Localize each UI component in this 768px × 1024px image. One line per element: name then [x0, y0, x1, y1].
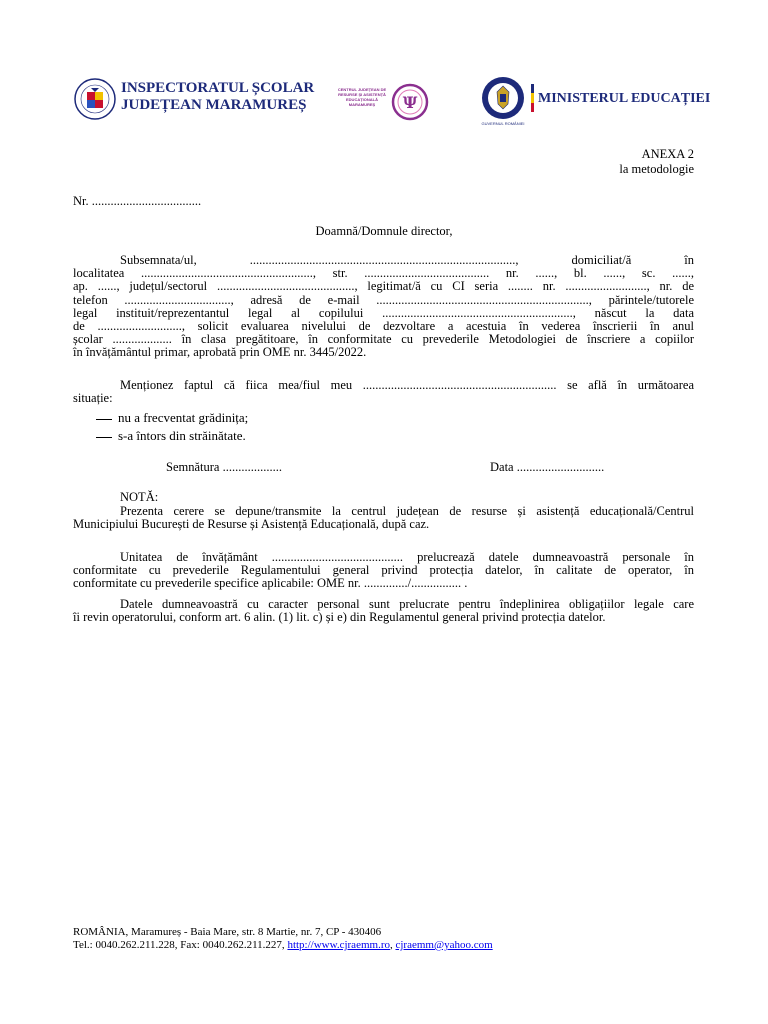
ministry-seal-text: GUVERNUL ROMÂNIEI	[481, 121, 525, 126]
note-title: NOTĂ:	[120, 490, 159, 504]
gdpr-line: îi revin operatorului, conform art. 6 alin. (1) lit. c) și e) din Regulamentul general privind protecția datelor.	[73, 610, 606, 625]
isj-logo	[74, 78, 116, 120]
psi-emblem-icon	[390, 82, 430, 122]
note-paragraph	[73, 505, 694, 531]
request-line: localitatea ......................................................., str. ........................................ nr. ......, bl. ......, sc. ......,	[73, 266, 694, 281]
footer-email-link[interactable]: cjraemm@yahoo.com	[395, 939, 493, 951]
footer-contact	[73, 939, 493, 952]
annex-subtitle: la metodologie	[619, 162, 694, 176]
request-line: de ..........................., solicit evaluarea nivelului de dezvoltare a acestuia în vederea înscrierii în anul	[73, 319, 694, 334]
footer-website-link[interactable]: http://www.cjraemm.ro	[287, 939, 390, 951]
annex-title: ANEXA 2	[641, 147, 694, 161]
request-line: Subsemnata/ul, ....................................................................................., domiciliat/ă în	[120, 253, 694, 267]
cjrae-logo	[336, 80, 436, 124]
note-line: Municipiului București de Resurse și Asistență Educațională, după caz.	[73, 517, 430, 532]
ministry-flag-bar	[531, 84, 534, 112]
request-paragraph	[73, 254, 694, 360]
gdpr-purpose-paragraph	[73, 598, 694, 624]
ministry-seal-icon	[481, 76, 525, 120]
gdpr-operator-paragraph	[73, 551, 694, 591]
request-line: ap. ......, județul/sectorul ............................................, legitimat/ă cu CI seria ........ nr. .........................., nr. de	[73, 279, 694, 294]
note-line: Prezenta cerere se depune/transmite la centrul județean de resurse și asistență educațională/Centrul	[120, 504, 694, 518]
gdpr-line: conformitate cu prevederile Regulamentului general privind protecția datelor, în calitate de operator, în	[73, 563, 694, 578]
option-text: s-a întors din străinătate.	[118, 428, 246, 443]
header	[0, 0, 768, 135]
gdpr-line: conformitate cu prevederile specifice aplicabile: OME nr. ............../................ .	[73, 576, 468, 591]
salutation: Doamnă/Domnule director,	[315, 224, 453, 238]
cjrae-logo-text: CENTRUL JUDEȚEAN DE RESURSE ȘI ASISTENȚĂ EDUCAȚIONALĂ MARAMUREȘ	[337, 87, 387, 107]
signature-label: Semnătura ...................	[166, 460, 282, 474]
registration-number: Nr. ...................................	[73, 194, 202, 208]
request-line: legal instituit/reprezentantul legal al copilului ............................................................., născut la data	[73, 305, 694, 320]
option-text: nu a frecventat grădinița;	[118, 410, 249, 425]
ministry-name: MINISTERUL EDUCAȚIEI	[538, 91, 711, 106]
date-label: Data ............................	[490, 460, 605, 474]
isj-name-line1: INSPECTORATUL ȘCOLAR	[121, 80, 315, 96]
situation-line: Menționez faptul că fiica mea/fiul meu .............................................................. se află în următoarea	[120, 378, 694, 392]
dash-icon	[96, 419, 112, 420]
situation-option	[96, 410, 248, 426]
situation-paragraph	[73, 379, 694, 405]
request-line: școlar ................... în clasa pregătitoare, în conformitate cu prevederile Metodologiei de înscriere a copiilor	[73, 332, 694, 347]
request-line: telefon .................................., adresă de e-mail ...................................................................., părintele/tutorele	[73, 292, 694, 307]
isj-name-line2: JUDEȚEAN MARAMUREȘ	[121, 97, 307, 113]
situation-option	[96, 428, 246, 444]
footer	[73, 926, 493, 952]
footer-separator: ,	[389, 939, 396, 951]
dash-icon	[96, 437, 112, 438]
situation-line: situație:	[73, 391, 113, 406]
footer-address: ROMÂNIA, Maramureș - Baia Mare, str. 8 Martie, nr. 7, CP - 430406	[73, 926, 382, 938]
request-line: în învățământul primar, aprobată prin OME nr. 3445/2022.	[73, 345, 367, 360]
gdpr-line: Unitatea de învățământ .......................................... prelucrează datele dumneavoastră personale în	[120, 550, 694, 564]
svg-text:Ψ: Ψ	[402, 93, 418, 112]
gdpr-line: Datele dumneavoastră cu caracter personal sunt prelucrate pentru îndeplinirea obligațiilor legale care	[120, 597, 694, 611]
footer-phone-fax: Tel.: 0040.262.211.228, Fax: 0040.262.211.227,	[73, 939, 288, 951]
